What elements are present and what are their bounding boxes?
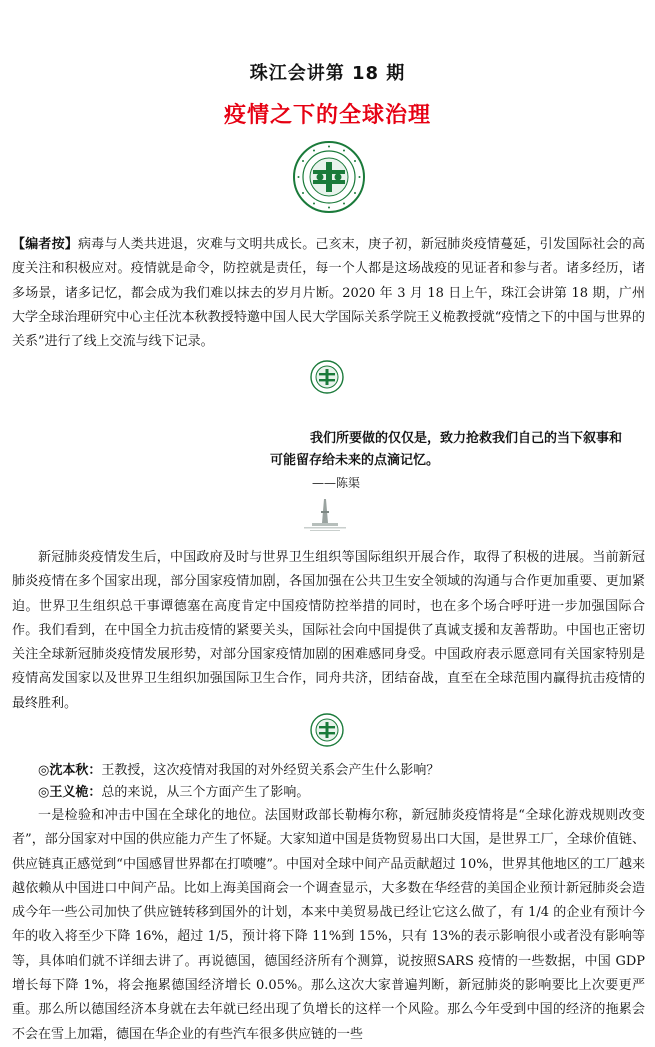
question-speaker: ◎沈本秋： (38, 763, 102, 778)
answer-line (38, 783, 638, 803)
editor-note-label: 【编者按】 (12, 237, 78, 252)
page-title: 珠江会讲第 18 期 (249, 63, 406, 84)
editor-note-text: 病毒与人类共进退，灾难与文明共成长。己亥末，庚子初，新冠肺炎疫情蔓延，引发国际社会的高度关注和积极应对。疫情就是命令，防控就是责任，每一个人都是这场战疫的见证者和参与者。诸多经历，诸多场景，诸多记忆，都会成为我们难以抹去的岁月片断。2020 年 3 月 18 日上午，珠江会讲第 18 期，广州大学全球治理研究中心主任沈本秋教授特邀中国人民大学国际关系学院王义桅教授就“疫情之下的中国与世界的关系”进行了线上交流与线下记录。 (12, 237, 645, 350)
editor-note (12, 233, 645, 354)
epigraph-line-2: 可能留存给未来的点滴记忆。 (270, 453, 440, 468)
page-subtitle: 疫情之下的全球治理 (223, 103, 431, 128)
institution-seal-small-icon (310, 360, 344, 394)
intro-paragraph: 新冠肺炎疫情发生后，中国政府及时与世界卫生组织等国际组织开展合作，取得了积极的进展。当前新冠肺炎疫情在多个国家出现，部分国家疫情加剧，各国加强在公共卫生安全领域的沟通与合作更加重要、更加紧迫。世界卫生组织总干事谭德塞在高度肯定中国疫情防控举措的同时，也在多个场合呼吁进一步加强国际合作。我们看到，在中国全力抗击疫情的紧要关头，国际社会向中国提供了真诚支援和友善帮助。中国也正密切关注全球新冠肺炎疫情发展形势，对部分国家疫情加剧的困难感同身受。中国政府表示愿意同有关国家特别是疫情高发国家以及世界卫生组织加强国际卫生合作，同舟共济，团结奋战，直至在全球范围内赢得抗击疫情的最终胜利。 (12, 550, 645, 711)
institution-seal-icon (292, 140, 366, 214)
answer-body-paragraph: 一是检验和冲击中国在全球化的地位。法国财政部长勒梅尔称，新冠肺炎疫情将是“全球化游戏规则改变者”，部分国家对中国的供应能力产生了怀疑。大家知道中国是货物贸易出口大国，是世界工厂，全球价值链、供应链真正感觉到“中国感冒世界都在打喷嚏”。中国对全球中间产品贡献超过 10%，世界其他地区的工厂越来越依赖从中国进口中间产品。比如上海美国商会一个调查显示，大多数在华经营的美国企业预计新冠肺炎会造成今年一些公司加快了供应链转移到国外的计划，本来中美贸易战已经让它这么做了，有 1/4 的企业有预计今年的收入将至少下降 16%，超过 1/5，预计将下降 11%到 15%，只有 13%的表示影响很小或者没有影响等等，具体咱们就不详细去讲了。再说德国，德国经济所有个测算，说按照SARS 疫情的一些数据，中国 GDP 增长每下降 1%，将会拖累德国经济增长 0.05%。那么这次大家普遍判断，新冠肺炎的影响要比上次要更严重。那么所以德国经济本身就在去年就已经出现了负增长的这样一个风险。那么今年受到中国的经济的拖累会不会在雪上加霜，德国在华企业的有些汽车很多供应链的一些 (12, 808, 645, 1042)
epigraph-line-1: 我们所要做的仅仅是，致力抢救我们自己的当下叙事和 (310, 431, 623, 446)
answer-speaker: ◎王义桅： (38, 785, 102, 800)
epigraph-attribution: ——陈渠 (312, 476, 361, 490)
tower-emblem-icon (300, 497, 350, 533)
answer-text: 总的来说，从三个方面产生了影响。 (101, 785, 310, 800)
institution-seal-small-icon (310, 713, 344, 747)
question-line (38, 761, 638, 781)
question-text: 王教授，这次疫情对我国的对外经贸关系会产生什么影响？ (101, 763, 440, 778)
epigraph (270, 428, 640, 472)
